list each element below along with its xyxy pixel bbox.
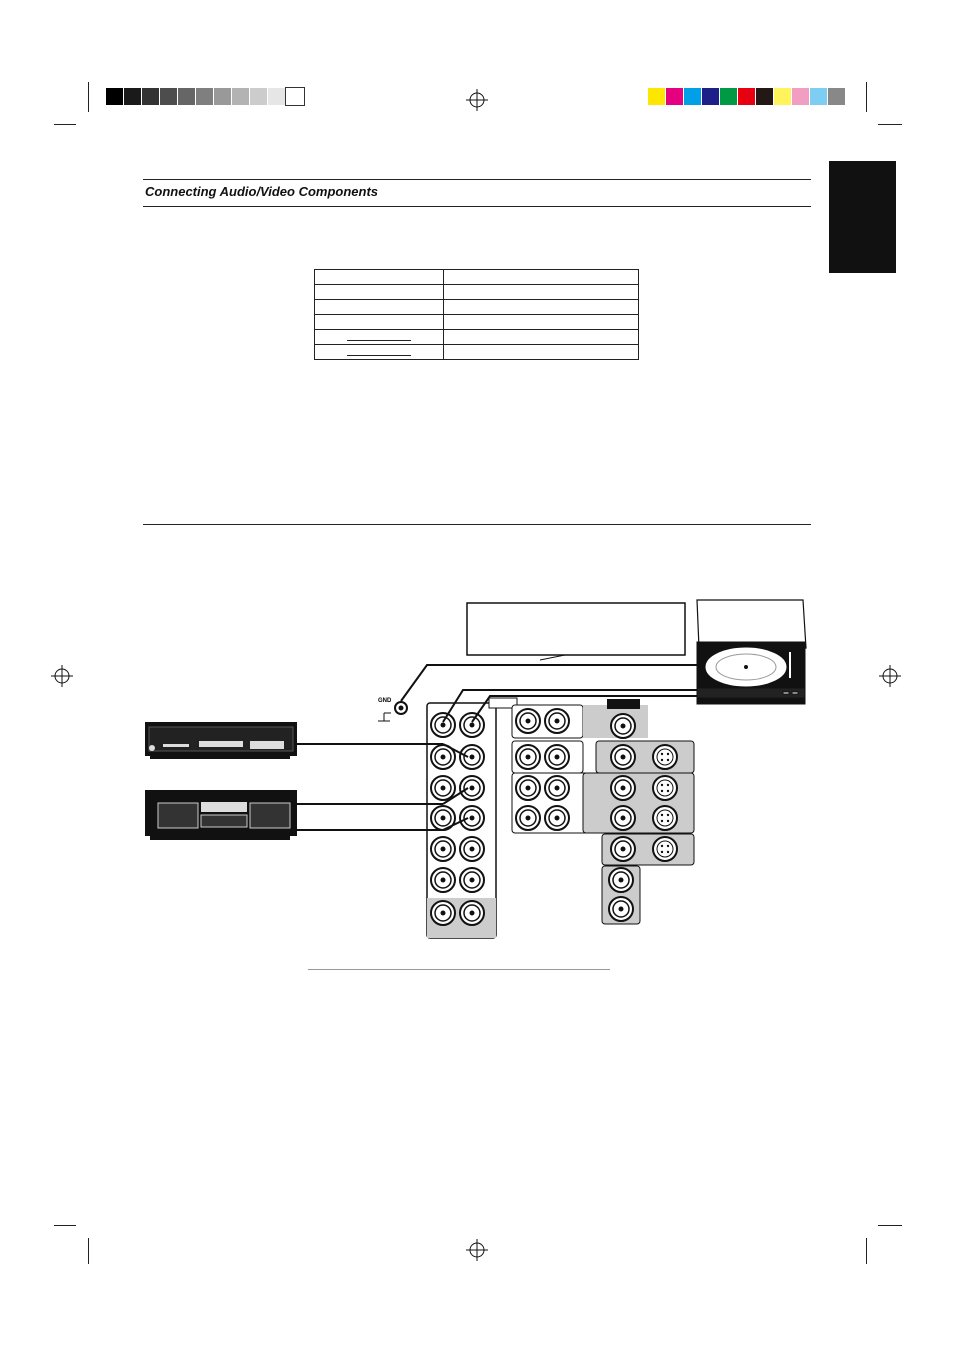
note-box xyxy=(467,603,685,655)
turntable-icon xyxy=(697,600,806,704)
cd-player-icon xyxy=(145,722,297,759)
page-title: Connecting Audio/Video Components xyxy=(145,184,379,199)
cassette-deck-icon xyxy=(145,790,297,840)
gnd-terminal-icon xyxy=(378,702,407,721)
gnd-label: GND xyxy=(378,698,392,704)
